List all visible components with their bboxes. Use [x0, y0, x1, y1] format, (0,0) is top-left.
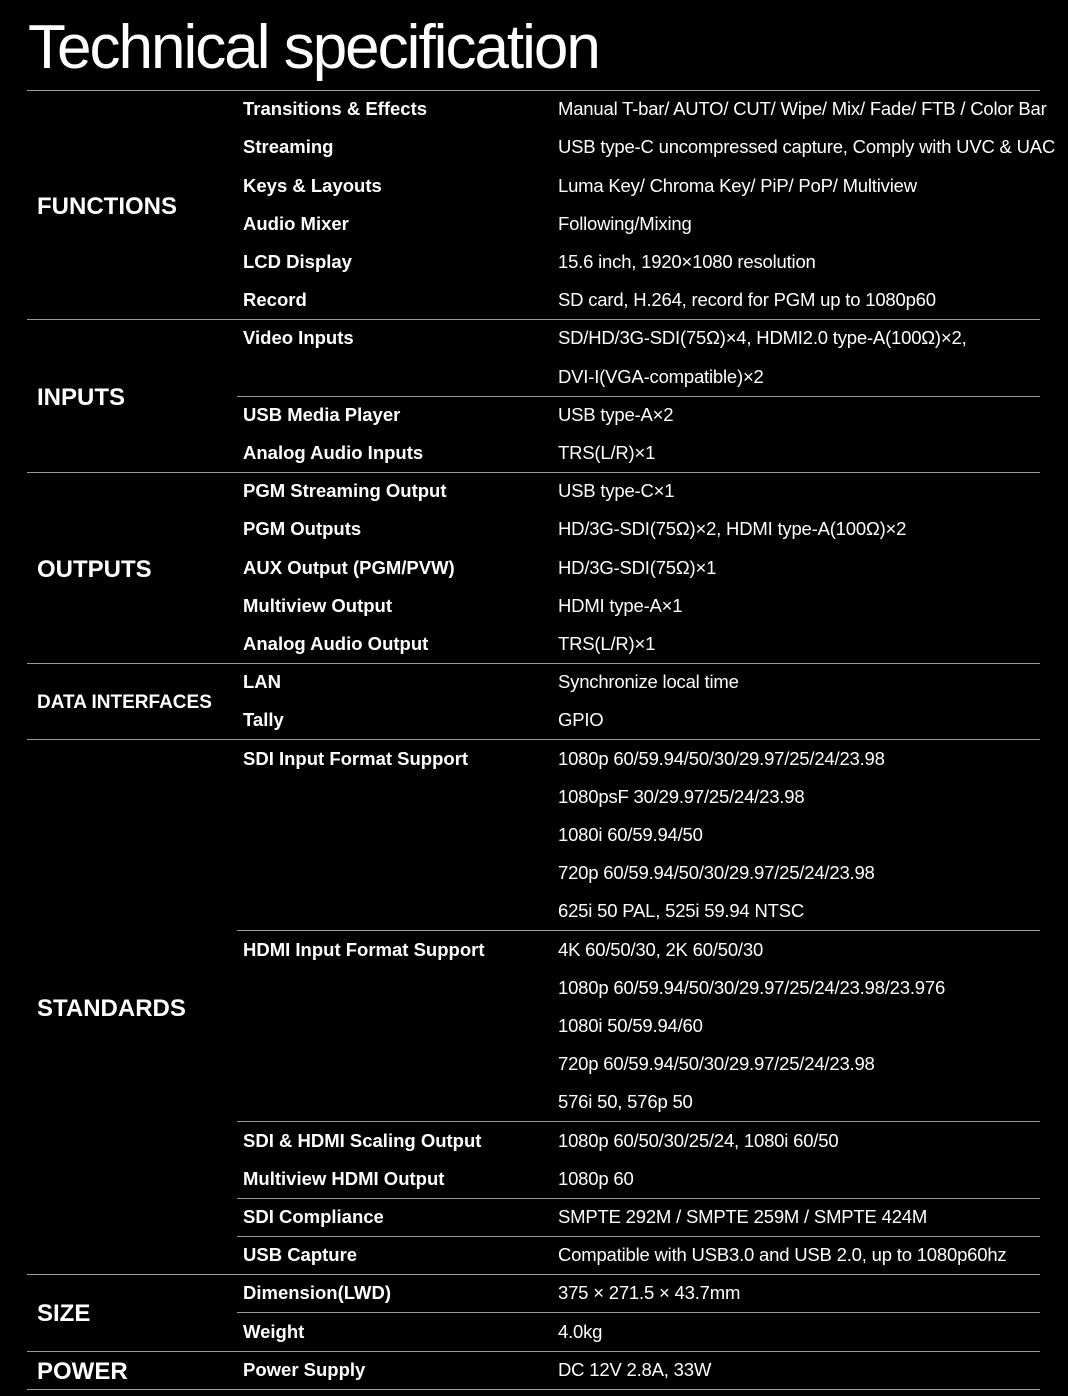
divider — [27, 739, 1040, 740]
spec-value: 375 × 271.5 × 43.7mm — [558, 1282, 741, 1304]
spec-label: Multiview HDMI Output — [243, 1167, 445, 1189]
spec-value: USB type-C×1 — [558, 480, 675, 502]
spec-value: HD/3G-SDI(75Ω)×1 — [558, 556, 717, 578]
spec-label: Keys & Layouts — [243, 174, 382, 196]
spec-value: DVI-I(VGA-compatible)×2 — [558, 365, 764, 387]
spec-value: 625i 50 PAL, 525i 59.94 NTSC — [558, 900, 805, 922]
spec-value: 1080p 60/59.94/50/30/29.97/25/24/23.98 — [558, 747, 885, 769]
divider — [27, 1351, 1040, 1352]
spec-label: Power Supply — [243, 1358, 366, 1380]
spec-label: PGM Streaming Output — [243, 480, 447, 502]
divider — [27, 90, 1040, 91]
spec-value: USB type-A×2 — [558, 403, 674, 425]
spec-value: 1080i 60/59.94/50 — [558, 823, 703, 845]
divider — [237, 1198, 1040, 1199]
section-title: OUTPUTS — [37, 555, 152, 583]
spec-value: HD/3G-SDI(75Ω)×2, HDMI type-A(100Ω)×2 — [558, 518, 907, 540]
section-title: INPUTS — [37, 383, 126, 411]
spec-label: Transitions & Effects — [243, 98, 428, 120]
spec-label: Analog Audio Output — [243, 632, 429, 654]
spec-value: 1080p 60 — [558, 1167, 634, 1189]
divider — [237, 1312, 1040, 1313]
spec-label: USB Capture — [243, 1244, 358, 1266]
spec-label: LAN — [243, 671, 282, 693]
spec-value: 1080i 50/59.94/60 — [558, 1014, 703, 1036]
spec-value: SD card, H.264, record for PGM up to 1080p60 — [558, 289, 936, 311]
spec-label: SDI & HDMI Scaling Output — [243, 1129, 482, 1151]
spec-value: DC 12V 2.8A, 33W — [558, 1358, 712, 1380]
spec-value: Synchronize local time — [558, 671, 739, 693]
spec-value: USB type-C uncompressed capture, Comply with UVC & UAC — [558, 136, 1056, 158]
spec-label: HDMI Input Format Support — [243, 938, 485, 960]
spec-value: 1080psF 30/29.97/25/24/23.98 — [558, 785, 805, 807]
spec-value: Following/Mixing — [558, 212, 692, 234]
spec-value: 4.0kg — [558, 1320, 603, 1342]
spec-label: Audio Mixer — [243, 212, 349, 234]
spec-label: PGM Outputs — [243, 518, 362, 540]
spec-value: SD/HD/3G-SDI(75Ω)×4, HDMI2.0 type-A(100Ω)×2, — [558, 327, 967, 349]
spec-label: USB Media Player — [243, 403, 401, 425]
spec-value: 4K 60/50/30, 2K 60/50/30 — [558, 938, 764, 960]
spec-value: TRS(L/R)×1 — [558, 441, 656, 463]
divider — [237, 930, 1040, 931]
section-title: FUNCTIONS — [37, 192, 177, 220]
spec-label: LCD Display — [243, 250, 352, 272]
divider — [237, 1236, 1040, 1237]
spec-label: SDI Compliance — [243, 1205, 384, 1227]
spec-value: Manual T-bar/ AUTO/ CUT/ Wipe/ Mix/ Fade/ FTB / Color Bar — [558, 98, 1047, 120]
spec-label: Weight — [243, 1320, 305, 1342]
divider — [27, 319, 1040, 320]
divider — [27, 472, 1040, 473]
divider — [237, 1121, 1040, 1122]
divider — [237, 396, 1040, 397]
spec-label: Analog Audio Inputs — [243, 441, 424, 463]
spec-value: 720p 60/59.94/50/30/29.97/25/24/23.98 — [558, 1053, 875, 1075]
page-title: Technical specification — [28, 13, 599, 82]
divider — [27, 663, 1040, 664]
spec-value: 1080p 60/50/30/25/24, 1080i 60/50 — [558, 1129, 839, 1151]
section-title: STANDARDS — [37, 994, 186, 1022]
spec-value: 1080p 60/59.94/50/30/29.97/25/24/23.98/23.976 — [558, 976, 946, 998]
spec-value: GPIO — [558, 709, 604, 731]
spec-label: Video Inputs — [243, 327, 354, 349]
divider — [27, 1274, 1040, 1275]
spec-value: Luma Key/ Chroma Key/ PiP/ PoP/ Multiview — [558, 174, 917, 196]
section-title: SIZE — [37, 1300, 91, 1328]
spec-label: Dimension(LWD) — [243, 1282, 391, 1304]
spec-label: Record — [243, 289, 307, 311]
spec-label: AUX Output (PGM/PVW) — [243, 556, 455, 578]
spec-value: 15.6 inch, 1920×1080 resolution — [558, 250, 816, 272]
spec-label: Multiview Output — [243, 594, 393, 616]
spec-label: Tally — [243, 709, 284, 731]
spec-value: TRS(L/R)×1 — [558, 632, 656, 654]
divider — [27, 1389, 1040, 1390]
spec-value: Compatible with USB3.0 and USB 2.0, up to 1080p60hz — [558, 1244, 1007, 1266]
spec-value: HDMI type-A×1 — [558, 594, 683, 616]
spec-label: SDI Input Format Support — [243, 747, 469, 769]
section-title: DATA INTERFACES — [37, 692, 212, 714]
section-title: POWER — [37, 1357, 128, 1385]
spec-value: SMPTE 292M / SMPTE 259M / SMPTE 424M — [558, 1205, 928, 1227]
spec-label: Streaming — [243, 136, 334, 158]
spec-value: 576i 50, 576p 50 — [558, 1091, 693, 1113]
spec-value: 720p 60/59.94/50/30/29.97/25/24/23.98 — [558, 862, 875, 884]
